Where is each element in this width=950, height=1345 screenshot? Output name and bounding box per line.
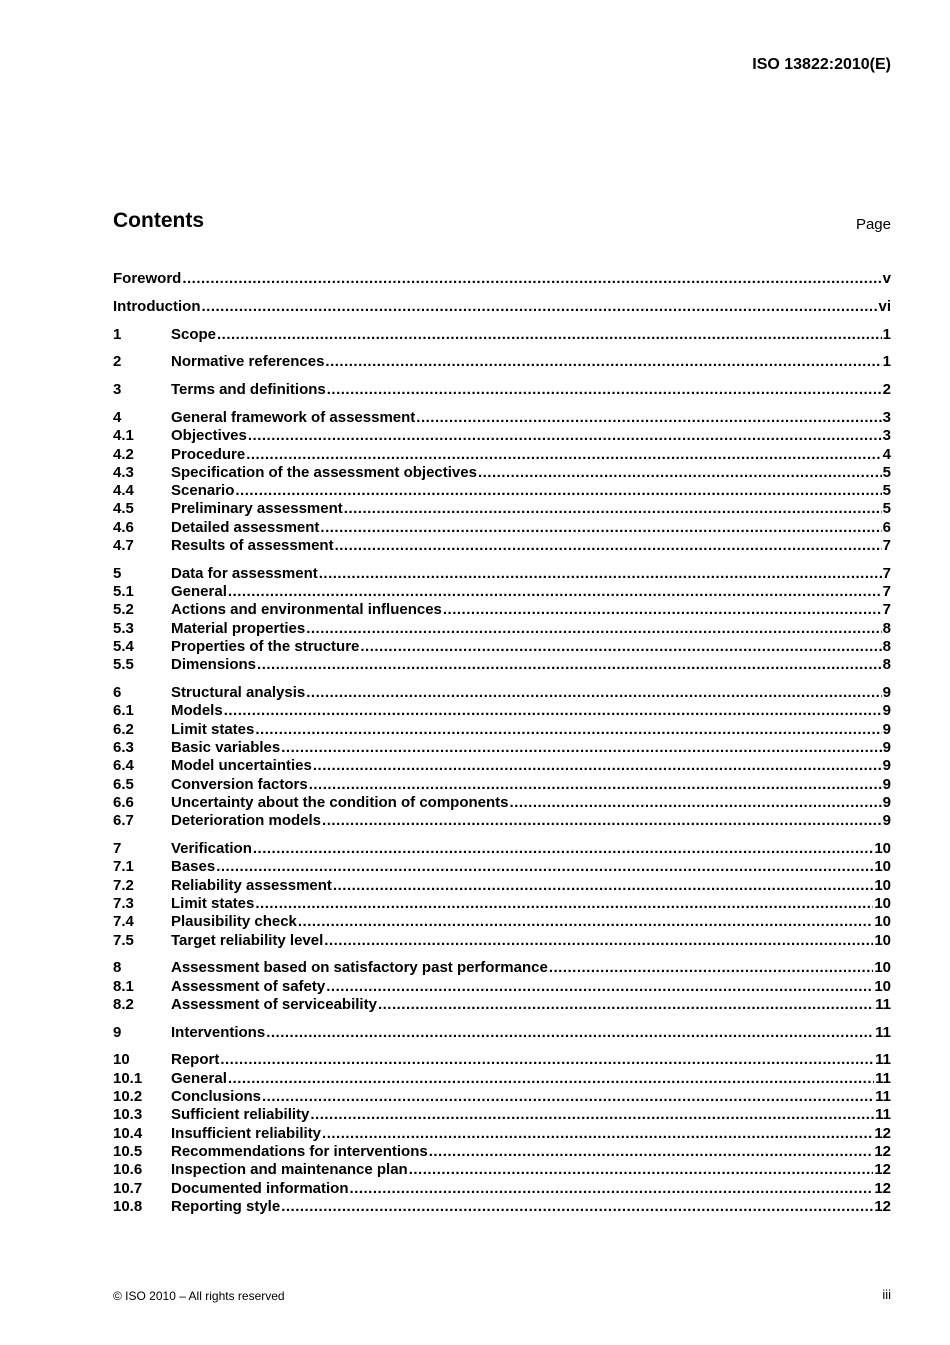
toc-entry-page[interactable]: 1	[882, 353, 891, 371]
toc-entry-number: 4.3	[113, 463, 134, 481]
toc-leader-dots	[266, 1024, 874, 1042]
toc-leader-dots	[310, 1106, 874, 1124]
toc-entry-page[interactable]: 1	[882, 325, 891, 343]
toc-entry-number: 7.2	[113, 876, 134, 894]
toc-leader-dots	[220, 1051, 874, 1069]
toc-entry[interactable]	[113, 840, 891, 858]
toc-entry-number: 10.7	[113, 1179, 143, 1197]
toc-entry[interactable]	[113, 298, 891, 316]
toc-entry-title[interactable]: Report	[171, 1051, 220, 1069]
toc-entry-number: 4.2	[113, 445, 134, 463]
table-of-contents	[113, 270, 891, 1216]
toc-entry[interactable]	[113, 409, 891, 427]
toc-leader-dots	[182, 270, 881, 288]
toc-leader-dots	[549, 959, 874, 977]
toc-entry-title[interactable]: Deterioration models	[171, 812, 322, 830]
toc-entry-page[interactable]: 10	[874, 931, 891, 949]
toc-leader-dots	[309, 776, 882, 794]
toc-entry-title[interactable]: Properties of the structure	[171, 638, 360, 656]
toc-entry[interactable]	[113, 519, 891, 537]
toc-entry-page[interactable]: 10	[874, 894, 891, 912]
toc-entry-number: 5.1	[113, 583, 134, 601]
toc-entry-title[interactable]: Basic variables	[171, 739, 281, 757]
toc-leader-dots	[510, 794, 882, 812]
toc-leader-dots	[429, 1143, 874, 1161]
toc-entry-page[interactable]: 7	[882, 564, 891, 582]
toc-leader-dots	[360, 638, 881, 656]
toc-entry[interactable]	[113, 1070, 891, 1088]
toc-entry-title[interactable]: Scope	[171, 325, 217, 343]
toc-leader-dots	[333, 877, 873, 895]
toc-entry-page[interactable]: 5	[882, 500, 891, 518]
toc-entry-title[interactable]: Scenario	[171, 482, 235, 500]
toc-entry-page[interactable]: 12	[874, 1124, 891, 1142]
toc-entry[interactable]	[113, 757, 891, 775]
toc-entry-number: 8	[113, 959, 122, 977]
toc-entry-page[interactable]: 3	[882, 408, 891, 426]
toc-entry-page[interactable]: 7	[882, 601, 891, 619]
toc-entry-page[interactable]: 9	[882, 775, 891, 793]
toc-leader-dots	[443, 601, 882, 619]
toc-entry-page[interactable]: 9	[882, 720, 891, 738]
toc-entry-title[interactable]: Introduction	[113, 297, 201, 315]
toc-entry-number: 5.4	[113, 638, 134, 656]
toc-entry-title[interactable]: Models	[171, 702, 223, 720]
toc-leader-dots	[216, 858, 873, 876]
toc-entry[interactable]	[113, 739, 891, 757]
toc-entry-page[interactable]: 10	[874, 858, 891, 876]
toc-entry[interactable]	[113, 858, 891, 876]
toc-entry-number: 6	[113, 684, 122, 702]
toc-leader-dots	[324, 932, 873, 950]
toc-entry-page[interactable]: 11	[875, 1106, 891, 1124]
toc-leader-dots	[313, 757, 882, 775]
toc-entry-page[interactable]: v	[882, 270, 891, 287]
page-column-label: Page	[855, 216, 891, 233]
toc-entry-number: 1	[113, 325, 122, 343]
toc-entry-page[interactable]: 12	[874, 1142, 891, 1160]
toc-leader-dots	[322, 1125, 873, 1143]
toc-entry[interactable]	[113, 959, 891, 977]
toc-entry-title[interactable]: Limit states	[171, 720, 255, 738]
toc-entry-page[interactable]: 8	[882, 619, 891, 637]
toc-entry-page[interactable]: 10	[874, 977, 891, 995]
toc-entry-title[interactable]: Detailed assessment	[171, 518, 320, 536]
toc-leader-dots	[253, 840, 873, 858]
toc-entry[interactable]	[113, 1106, 891, 1124]
toc-entry-title[interactable]: Preliminary assessment	[171, 500, 343, 518]
toc-entry-title[interactable]: Conclusions	[171, 1088, 262, 1106]
toc-entry[interactable]	[113, 702, 891, 720]
toc-entry-number: 7.4	[113, 913, 134, 931]
toc-entry-number: 10.1	[113, 1069, 143, 1087]
toc-leader-dots	[228, 583, 882, 601]
toc-entry-title[interactable]: Assessment based on satisfactory past performance	[171, 959, 548, 977]
toc-entry-number: 4	[113, 408, 122, 426]
toc-entry-page[interactable]: 5	[882, 482, 891, 500]
toc-entry[interactable]	[113, 721, 891, 739]
toc-entry-number: 10.2	[113, 1088, 143, 1106]
toc-entry-number: 6.3	[113, 739, 134, 757]
toc-leader-dots	[416, 409, 881, 427]
toc-entry[interactable]	[113, 794, 891, 812]
toc-entry[interactable]	[113, 978, 891, 996]
toc-entry-title[interactable]: Conversion factors	[171, 775, 308, 793]
toc-entry-page[interactable]: 11	[875, 1051, 891, 1069]
toc-entry-title[interactable]: General	[171, 1069, 227, 1087]
toc-entry[interactable]	[113, 620, 891, 638]
toc-leader-dots	[248, 427, 882, 445]
toc-entry-title[interactable]: Reporting style	[171, 1197, 281, 1215]
toc-leader-dots	[478, 464, 882, 482]
toc-entry-number: 10.4	[113, 1124, 143, 1142]
toc-leader-dots	[325, 353, 881, 371]
toc-leader-dots	[281, 739, 881, 757]
toc-entry-page[interactable]: 2	[882, 381, 891, 399]
toc-entry-title[interactable]: Actions and environmental influences	[171, 601, 442, 619]
toc-entry[interactable]	[113, 1198, 891, 1216]
toc-entry-number: 6.4	[113, 757, 134, 775]
toc-entry-title[interactable]: Structural analysis	[171, 684, 306, 702]
toc-entry[interactable]	[113, 684, 891, 702]
toc-entry-number: 8.2	[113, 995, 134, 1013]
toc-entry[interactable]	[113, 932, 891, 950]
toc-entry[interactable]	[113, 812, 891, 830]
toc-leader-dots	[327, 381, 882, 399]
toc-entry[interactable]	[113, 565, 891, 583]
toc-leader-dots	[224, 702, 882, 720]
toc-entry-title[interactable]: Model uncertainties	[171, 757, 312, 775]
toc-entry-number: 5	[113, 564, 122, 582]
toc-entry-title[interactable]: Results of assessment	[171, 537, 334, 555]
toc-leader-dots	[326, 978, 873, 996]
toc-entry-page[interactable]: 12	[874, 1197, 891, 1215]
toc-entry-page[interactable]: 6	[882, 518, 891, 536]
toc-entry-title[interactable]: Objectives	[171, 427, 247, 445]
toc-entry-page[interactable]: 10	[874, 876, 891, 894]
toc-entry-page[interactable]: 11	[875, 1023, 891, 1041]
toc-entry[interactable]	[113, 1125, 891, 1143]
toc-entry-page[interactable]: 3	[882, 427, 891, 445]
toc-entry[interactable]	[113, 482, 891, 500]
toc-leader-dots	[235, 482, 881, 500]
toc-leader-dots	[255, 721, 881, 739]
toc-leader-dots	[320, 519, 881, 537]
toc-entry[interactable]	[113, 270, 891, 288]
toc-entry[interactable]	[113, 996, 891, 1014]
toc-entry-title[interactable]: Verification	[171, 840, 252, 858]
toc-entry-title[interactable]: Reliability assessment	[171, 876, 332, 894]
toc-entry-page[interactable]: 11	[875, 1088, 891, 1106]
toc-entry[interactable]	[113, 537, 891, 555]
toc-leader-dots	[306, 620, 881, 638]
toc-entry-number: 7.1	[113, 858, 134, 876]
toc-leader-dots	[344, 500, 882, 518]
toc-leader-dots	[228, 1070, 874, 1088]
toc-entry[interactable]	[113, 913, 891, 931]
toc-entry-title[interactable]: Bases	[171, 858, 216, 876]
toc-entry[interactable]	[113, 326, 891, 344]
toc-entry-title[interactable]: Sufficient reliability	[171, 1106, 310, 1124]
toc-entry-number: 6.5	[113, 775, 134, 793]
toc-entry-number: 6.1	[113, 702, 134, 720]
copyright-notice: © ISO 2010 – All rights reserved	[113, 1289, 285, 1303]
toc-entry-number: 4.6	[113, 518, 134, 536]
toc-entry-number: 5.5	[113, 656, 134, 674]
toc-entry[interactable]	[113, 656, 891, 674]
toc-entry[interactable]	[113, 776, 891, 794]
toc-entry-number: 6.6	[113, 793, 134, 811]
document-reference: ISO 13822:2010(E)	[752, 56, 891, 73]
toc-entry-title[interactable]: Uncertainty about the condition of components	[171, 793, 509, 811]
toc-entry-number: 4.4	[113, 482, 134, 500]
toc-entry-page[interactable]: 8	[882, 638, 891, 656]
toc-entry-title[interactable]: Data for assessment	[171, 564, 318, 582]
toc-entry-page[interactable]: vi	[878, 297, 891, 315]
toc-entry-title[interactable]: Target reliability level	[171, 931, 324, 949]
toc-entry-title[interactable]: Limit states	[171, 894, 255, 912]
toc-leader-dots	[281, 1198, 873, 1216]
toc-entry-page[interactable]: 9	[882, 812, 891, 830]
toc-entry-title[interactable]: Plausibility check	[171, 913, 297, 931]
toc-entry-number: 6.7	[113, 812, 134, 830]
toc-leader-dots	[350, 1180, 874, 1198]
toc-entry-title[interactable]: Foreword	[113, 270, 182, 287]
toc-entry-number: 5.2	[113, 601, 134, 619]
toc-entry[interactable]	[113, 1088, 891, 1106]
toc-entry-title[interactable]: Terms and definitions	[171, 381, 326, 399]
toc-entry[interactable]	[113, 877, 891, 895]
toc-leader-dots	[257, 656, 882, 674]
toc-entry[interactable]	[113, 1161, 891, 1179]
toc-entry-number: 10.8	[113, 1197, 143, 1215]
toc-entry-number: 10.6	[113, 1161, 143, 1179]
toc-leader-dots	[409, 1161, 874, 1179]
toc-entry-number: 10	[113, 1051, 130, 1069]
toc-entry-title[interactable]: Normative references	[171, 353, 325, 371]
page-number: iii	[882, 1287, 891, 1302]
toc-entry[interactable]	[113, 353, 891, 371]
toc-entry[interactable]	[113, 1143, 891, 1161]
toc-entry-number: 7.3	[113, 894, 134, 912]
toc-entry-number: 10.3	[113, 1106, 143, 1124]
toc-entry-title[interactable]: Insufficient reliability	[171, 1124, 322, 1142]
toc-entry-page[interactable]: 12	[874, 1161, 891, 1179]
toc-entry-page[interactable]: 9	[882, 757, 891, 775]
contents-heading: Contents	[113, 209, 204, 232]
toc-leader-dots	[322, 812, 882, 830]
toc-leader-dots	[217, 326, 882, 344]
toc-entry-page[interactable]: 9	[882, 702, 891, 720]
toc-entry-title[interactable]: General framework of assessment	[171, 408, 416, 426]
toc-entry-number: 2	[113, 353, 122, 371]
toc-entry-page[interactable]: 9	[882, 684, 891, 702]
toc-entry[interactable]	[113, 1051, 891, 1069]
toc-entry-number: 4.5	[113, 500, 134, 518]
toc-entry-number: 10.5	[113, 1142, 143, 1160]
toc-entry-title[interactable]: Assessment of safety	[171, 977, 326, 995]
toc-leader-dots	[201, 298, 877, 316]
toc-entry[interactable]	[113, 464, 891, 482]
toc-entry-number: 4.7	[113, 537, 134, 555]
toc-entry-title[interactable]: Recommendations for interventions	[171, 1142, 428, 1160]
toc-entry-number: 5.3	[113, 619, 134, 637]
toc-entry[interactable]	[113, 446, 891, 464]
toc-entry[interactable]	[113, 381, 891, 399]
toc-entry-title[interactable]: Dimensions	[171, 656, 257, 674]
toc-entry-page[interactable]: 11	[875, 1069, 891, 1087]
toc-entry-title[interactable]: Procedure	[171, 445, 246, 463]
toc-leader-dots	[378, 996, 874, 1014]
toc-entry-title[interactable]: Inspection and maintenance plan	[171, 1161, 408, 1179]
toc-entry-title[interactable]: Assessment of serviceability	[171, 995, 377, 1013]
toc-entry-number: 8.1	[113, 977, 134, 995]
toc-entry-number: 7.5	[113, 931, 134, 949]
toc-entry-page[interactable]: 10	[874, 913, 891, 931]
toc-entry[interactable]	[113, 601, 891, 619]
toc-leader-dots	[298, 913, 873, 931]
toc-entry-number: 6.2	[113, 720, 134, 738]
toc-entry-page[interactable]: 12	[874, 1179, 891, 1197]
toc-entry-title[interactable]: Material properties	[171, 619, 306, 637]
toc-entry-title[interactable]: Specification of the assessment objectives	[171, 463, 477, 481]
toc-leader-dots	[262, 1088, 874, 1106]
toc-entry[interactable]	[113, 1024, 891, 1042]
toc-entry-number: 7	[113, 840, 122, 858]
toc-leader-dots	[255, 895, 873, 913]
toc-entry-page[interactable]: 9	[882, 793, 891, 811]
toc-leader-dots	[306, 684, 881, 702]
toc-entry-page[interactable]: 5	[882, 463, 891, 481]
toc-entry[interactable]	[113, 427, 891, 445]
toc-entry-page[interactable]: 11	[875, 995, 891, 1013]
toc-leader-dots	[319, 565, 882, 583]
toc-entry[interactable]	[113, 500, 891, 518]
toc-leader-dots	[246, 446, 881, 464]
toc-entry-page[interactable]: 4	[882, 445, 891, 463]
toc-entry-number: 3	[113, 381, 122, 399]
toc-entry-page[interactable]: 10	[874, 840, 891, 858]
toc-entry[interactable]	[113, 583, 891, 601]
toc-entry-title[interactable]: Interventions	[171, 1023, 266, 1041]
toc-entry-title[interactable]: General	[171, 583, 227, 601]
toc-entry-number: 4.1	[113, 427, 134, 445]
toc-entry[interactable]	[113, 1180, 891, 1198]
toc-entry-page[interactable]: 9	[882, 739, 891, 757]
toc-entry-title[interactable]: Documented information	[171, 1179, 349, 1197]
toc-entry[interactable]	[113, 638, 891, 656]
toc-entry-page[interactable]: 7	[882, 583, 891, 601]
toc-leader-dots	[335, 537, 882, 555]
toc-entry-number: 9	[113, 1023, 122, 1041]
toc-entry-page[interactable]: 8	[882, 656, 891, 674]
toc-entry-page[interactable]: 7	[882, 537, 891, 555]
toc-entry-page[interactable]: 10	[874, 959, 891, 977]
toc-entry[interactable]	[113, 895, 891, 913]
